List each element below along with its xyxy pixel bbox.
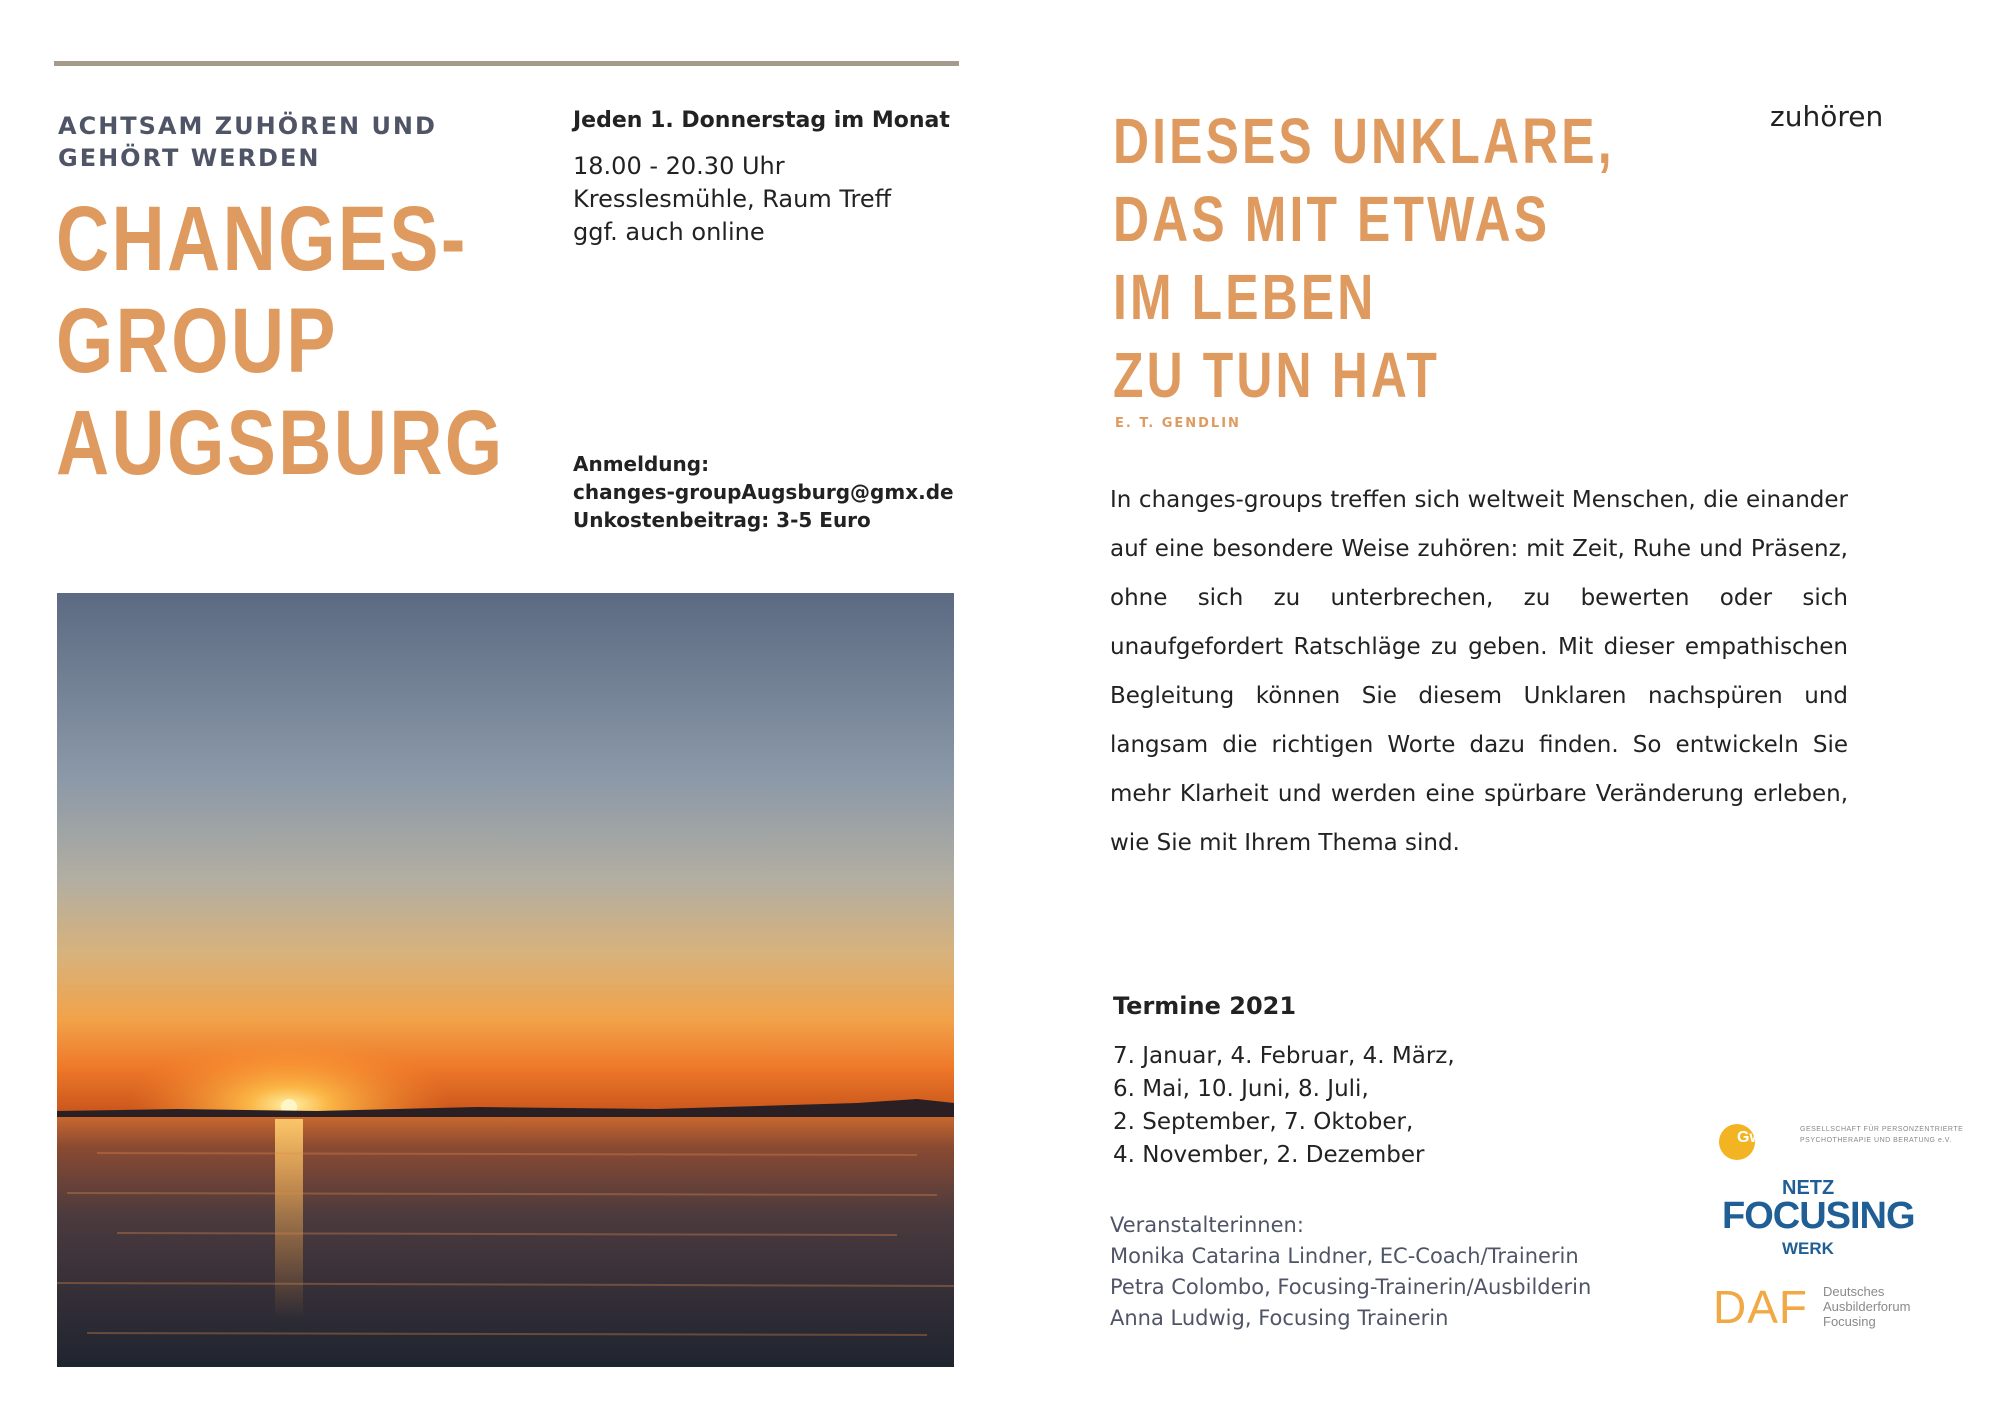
gwg-mark: GwG [1737,1129,1775,1146]
title-line: GROUP [56,290,338,392]
daf-logo [1713,1280,1923,1340]
event-online-note: ggf. auch online [573,218,765,246]
daf-mark: DAF [1713,1281,1808,1333]
organizer-item: Monika Catarina Lindner, EC-Coach/Trainerin [1110,1244,1579,1268]
registration-label: Anmeldung: [573,452,710,476]
sunset-photo [57,593,954,1367]
focusing-netzwerk-logo [1716,1177,1916,1257]
quote-line: ZU TUN HAT [1113,339,1440,411]
kicker-heading: ACHTSAM ZUHÖREN UND GEHÖRT WERDEN [58,112,437,172]
organizers-block [1110,1210,1670,1334]
top-divider-rule [54,61,959,66]
page-title [56,188,505,494]
focusing-logo-main: FOCUSING [1722,1195,1915,1237]
focusing-logo-bottom: WERK [1782,1239,1834,1258]
dates-line: 7. Januar, 4. Februar, 4. März, [1113,1043,1455,1069]
dates-list [1113,1040,1533,1172]
quote-line: DIESES UNKLARE, [1113,105,1615,177]
event-location: Kresslesmühle, Raum Treff [573,185,892,213]
quote-line: DAS MIT ETWAS [1113,183,1551,255]
title-line: AUGSBURG [56,392,505,494]
quote-author: E. T. GENDLIN [1115,416,1241,431]
dates-heading: Termine 2021 [1113,992,1297,1020]
organizers-heading: Veranstalterinnen: [1110,1213,1304,1237]
dates-line: 4. November, 2. Dezember [1113,1142,1425,1168]
registration-email[interactable]: changes-groupAugsburg@gmx.de [573,480,954,504]
gwg-subtitle-2: PSYCHOTHERAPIE UND BERATUNG e.V. [1800,1137,1952,1144]
description-paragraph: In changes-groups treffen sich weltweit Menschen, die einander auf eine besondere Weise zuhören: mit Zeit, Ruhe und Präsenz, ohne sich zu unterbrechen, zu bewerten oder sich unaufgefordert Ratschläge zu geben. Mit dieser empathischen Begleitung können Sie diesem Unklaren nachspüren und langsam die richtigen Worte dazu finden. So entwickeln Sie mehr Klarheit und werden eine spürbare Veränderung erleben, wie Sie mit Ihrem Thema sind. [1110,487,1848,856]
focusing-logo-top: NETZ [1782,1177,1835,1199]
gwg-subtitle-1: GESELLSCHAFT FÜR PERSONZENTRIERTE [1800,1126,1964,1133]
organizer-item: Anna Ludwig, Focusing Trainerin [1110,1306,1449,1330]
daf-subtitle-2: Ausbilderforum [1823,1299,1911,1314]
dates-line: 2. September, 7. Oktober, [1113,1109,1414,1135]
dates-line: 6. Mai, 10. Juni, 8. Juli, [1113,1076,1369,1102]
gendlin-quote [1113,102,1615,414]
daf-subtitle-1: Deutsches [1823,1284,1885,1299]
sunset-photo-graphic [57,593,954,1367]
gwg-logo [1717,1120,1964,1162]
title-line: CHANGES- [56,188,468,290]
event-details [573,150,993,249]
daf-subtitle-3: Focusing [1823,1314,1876,1329]
corner-keyword: zuhören [1770,100,1884,133]
registration-fee: Unkostenbeitrag: 3-5 Euro [573,508,871,532]
schedule-heading: Jeden 1. Donnerstag im Monat [573,108,950,133]
event-time: 18.00 - 20.30 Uhr [573,152,785,180]
registration-block [573,450,993,534]
quote-line: IM LEBEN [1113,261,1377,333]
organizer-item: Petra Colombo, Focusing-Trainerin/Ausbilderin [1110,1275,1592,1299]
